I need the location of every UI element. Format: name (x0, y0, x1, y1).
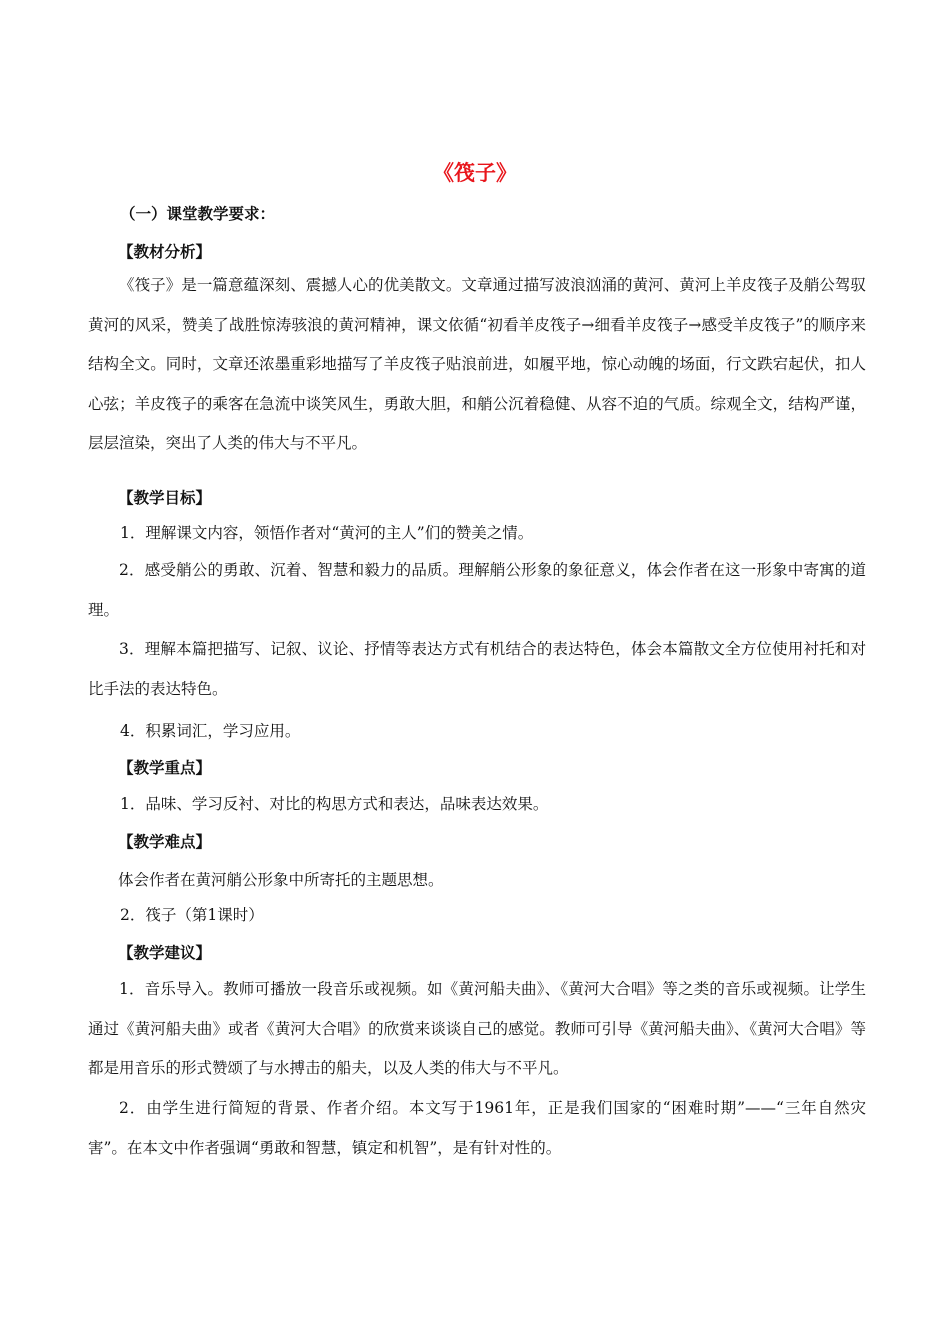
heading-analysis: 【教材分析】 (118, 243, 212, 261)
section-heading: （一）课堂教学要求： (120, 205, 276, 223)
lesson-label: 2．筏子（第1课时） (120, 906, 264, 924)
analysis-paragraph: 《筏子》是一篇意蕴深刻、震撼人心的优美散文。文章通过描写波浪汹涌的黄河、黄河上羊皮筏子及艄公驾驭黄河的风采，赞美了战胜惊涛骇浪的黄河精神，课文依循“初看羊皮筏子→细看羊皮筏子→感受羊皮筏子”的顺序来结构全文。同时，文章还浓墨重彩地描写了羊皮筏子贴浪前进，如履平地，惊心动魄的场面，行文跌宕起伏，扣人心弦；羊皮筏子的乘客在急流中谈笑风生，勇敢大胆，和艄公沉着稳健、从容不迫的气质。综观全文，结构严谨，层层渲染，突出了人类的伟大与不平凡。 (88, 276, 866, 453)
heading-difficulty: 【教学难点】 (118, 833, 212, 851)
goal-4: 4．积累词汇，学习应用。 (120, 722, 301, 740)
suggestion-1: 1．音乐导入。教师可播放一段音乐或视频。如《黄河船夫曲》、《黄河大合唱》等之类的音乐或视频。让学生通过《黄河船夫曲》或者《黄河大合唱》的欣赏来谈谈自己的感觉。教师可引导《黄河船夫曲》、《黄河大合唱》等都是用音乐的形式赞颂了与水搏击的船夫，以及人类的伟大与不平凡。 (88, 980, 866, 1078)
key-1: 1．品味、学习反衬、对比的构思方式和表达，品味表达效果。 (120, 795, 549, 813)
goal-1: 1．理解课文内容，领悟作者对“黄河的主人”们的赞美之情。 (120, 524, 534, 542)
goal-2: 2．感受艄公的勇敢、沉着、智慧和毅力的品质。理解艄公形象的象征意义，体会作者在这一形象中寄寓的道理。 (88, 561, 866, 619)
document-title: 《筏子》 (433, 161, 517, 185)
goal-3: 3．理解本篇把描写、记叙、议论、抒情等表达方式有机结合的表达特色，体会本篇散文全方位使用衬托和对比手法的表达特色。 (88, 640, 866, 698)
heading-goals: 【教学目标】 (118, 489, 212, 507)
suggestion-2: 2．由学生进行简短的背景、作者介绍。本文写于1961年，正是我们国家的“困难时期”——“三年自然灾害”。在本文中作者强调“勇敢和智慧，镇定和机智”，是有针对性的。 (88, 1099, 866, 1157)
difficulty-1: 体会作者在黄河艄公形象中所寄托的主题思想。 (118, 871, 444, 889)
heading-suggestions: 【教学建议】 (118, 944, 212, 962)
heading-key: 【教学重点】 (118, 759, 212, 777)
